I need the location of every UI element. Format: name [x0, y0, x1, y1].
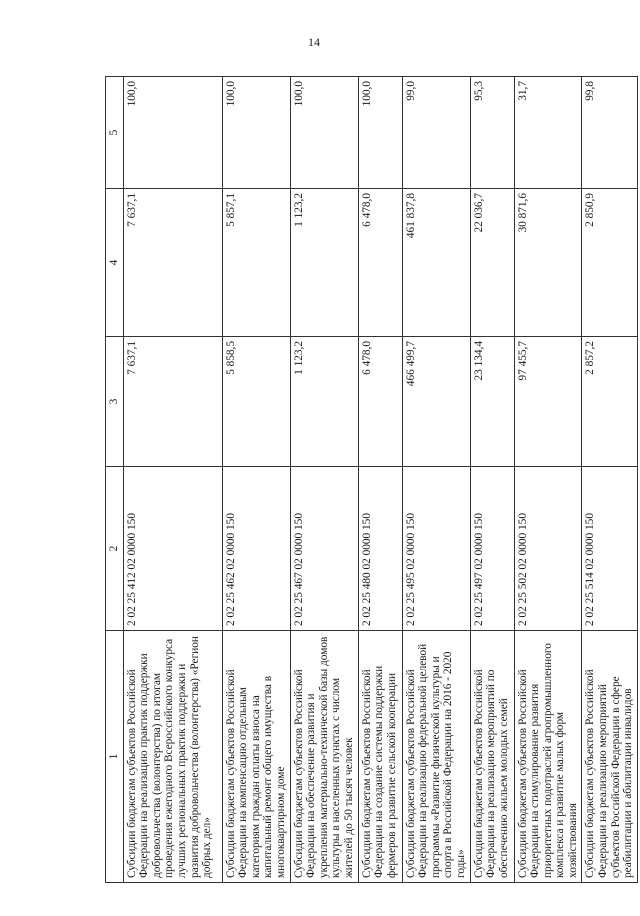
row-plan: 97 455,7: [514, 337, 582, 467]
row-plan: 2 857,2: [582, 337, 637, 467]
column-number-2: 2: [106, 467, 124, 631]
row-plan: 6 478,0: [358, 337, 402, 467]
row-code: 2 02 25 467 02 0000 150: [290, 467, 358, 631]
row-percent: 99,8: [582, 77, 637, 189]
row-fact: 7 637,1: [123, 189, 222, 337]
row-plan: 23 134,4: [470, 337, 514, 467]
table-row: [402, 77, 470, 883]
row-fact: 461 837,8: [402, 189, 470, 337]
row-name: Субсидии бюджетам субъектов Российской Федерации на реализацию федеральной целевой программы «Развитие физической культуры и спорта в Российской Федерации на 2016 - 2020 годы»: [402, 631, 470, 883]
row-fact: 30 871,6: [514, 189, 582, 337]
row-percent: 100,0: [123, 77, 222, 189]
row-fact: 2 850,9: [582, 189, 637, 337]
row-code: 2 02 25 495 02 0000 150: [402, 467, 470, 631]
page-number: 14: [308, 35, 320, 49]
table-row: [582, 77, 637, 883]
row-fact: 5 857,1: [222, 189, 290, 337]
column-number-row: [106, 77, 124, 883]
row-name: Субсидии бюджетам субъектов Российской Федерации на компенсацию отдельным категориям граждан оплаты взноса на капитальный ремонт общего имущества в многоквартирном доме: [222, 631, 290, 883]
column-number-1: 1: [106, 631, 124, 883]
row-fact: 22 036,7: [470, 189, 514, 337]
row-name: Субсидии бюджетам субъектов Российской Федерации на реализацию мероприятий субъектов Российской Федерации в сфере реабилитации и абилитации инвалидов: [582, 631, 637, 883]
row-code: 2 02 25 502 02 0000 150: [514, 467, 582, 631]
row-code: 2 02 25 480 02 0000 150: [358, 467, 402, 631]
column-number-5: 5: [106, 77, 124, 189]
row-name: Субсидии бюджетам субъектов Российской Федерации на обеспечение развития и укрепления материально-технической базы домов культуры в населенных пунктах с числом жителей до 50 тысяч человек: [290, 631, 358, 883]
rotated-table-container: [105, 77, 635, 883]
row-percent: 100,0: [222, 77, 290, 189]
row-percent: 100,0: [358, 77, 402, 189]
row-plan: 466 499,7: [402, 337, 470, 467]
row-code: 2 02 25 412 02 0000 150: [123, 467, 222, 631]
table-row: [222, 77, 290, 883]
table-row: [358, 77, 402, 883]
column-number-3: 3: [106, 337, 124, 467]
row-name: Субсидии бюджетам субъектов Российской Федерации на создание системы поддержки фермеров и развитие сельской кооперации: [358, 631, 402, 883]
row-percent: 31,7: [514, 77, 582, 189]
row-percent: 95,3: [470, 77, 514, 189]
table-row: [470, 77, 514, 883]
row-code: 2 02 25 514 02 0000 150: [582, 467, 637, 631]
row-plan: 7 637,1: [123, 337, 222, 467]
row-name: Субсидии бюджетам субъектов Российской Федерации на реализацию мероприятий по обеспечению жильем молодых семей: [470, 631, 514, 883]
budget-table: [105, 76, 638, 883]
row-fact: 6 478,0: [358, 189, 402, 337]
column-number-4: 4: [106, 189, 124, 337]
row-percent: 100,0: [290, 77, 358, 189]
row-fact: 1 123,2: [290, 189, 358, 337]
table-row: [514, 77, 582, 883]
row-name: Субсидии бюджетам субъектов Российской Федерации на стимулирование развития приоритетных подотраслей агропромышленного комплекса и развитие малых форм хозяйствования: [514, 631, 582, 883]
row-plan: 1 123,2: [290, 337, 358, 467]
row-name: Субсидии бюджетам субъектов Российской Федерации на реализацию практик поддержки добровольчества (волонтерства) по итогам проведения ежегодного Всероссийского конкурса лучших региональных практик поддержки и развития добровольчества (волонтерства) «Регион добрых дел»: [123, 631, 222, 883]
row-plan: 5 858,5: [222, 337, 290, 467]
row-percent: 99,0: [402, 77, 470, 189]
table-row: [123, 77, 222, 883]
row-code: 2 02 25 497 02 0000 150: [470, 467, 514, 631]
table-row: [290, 77, 358, 883]
row-code: 2 02 25 462 02 0000 150: [222, 467, 290, 631]
